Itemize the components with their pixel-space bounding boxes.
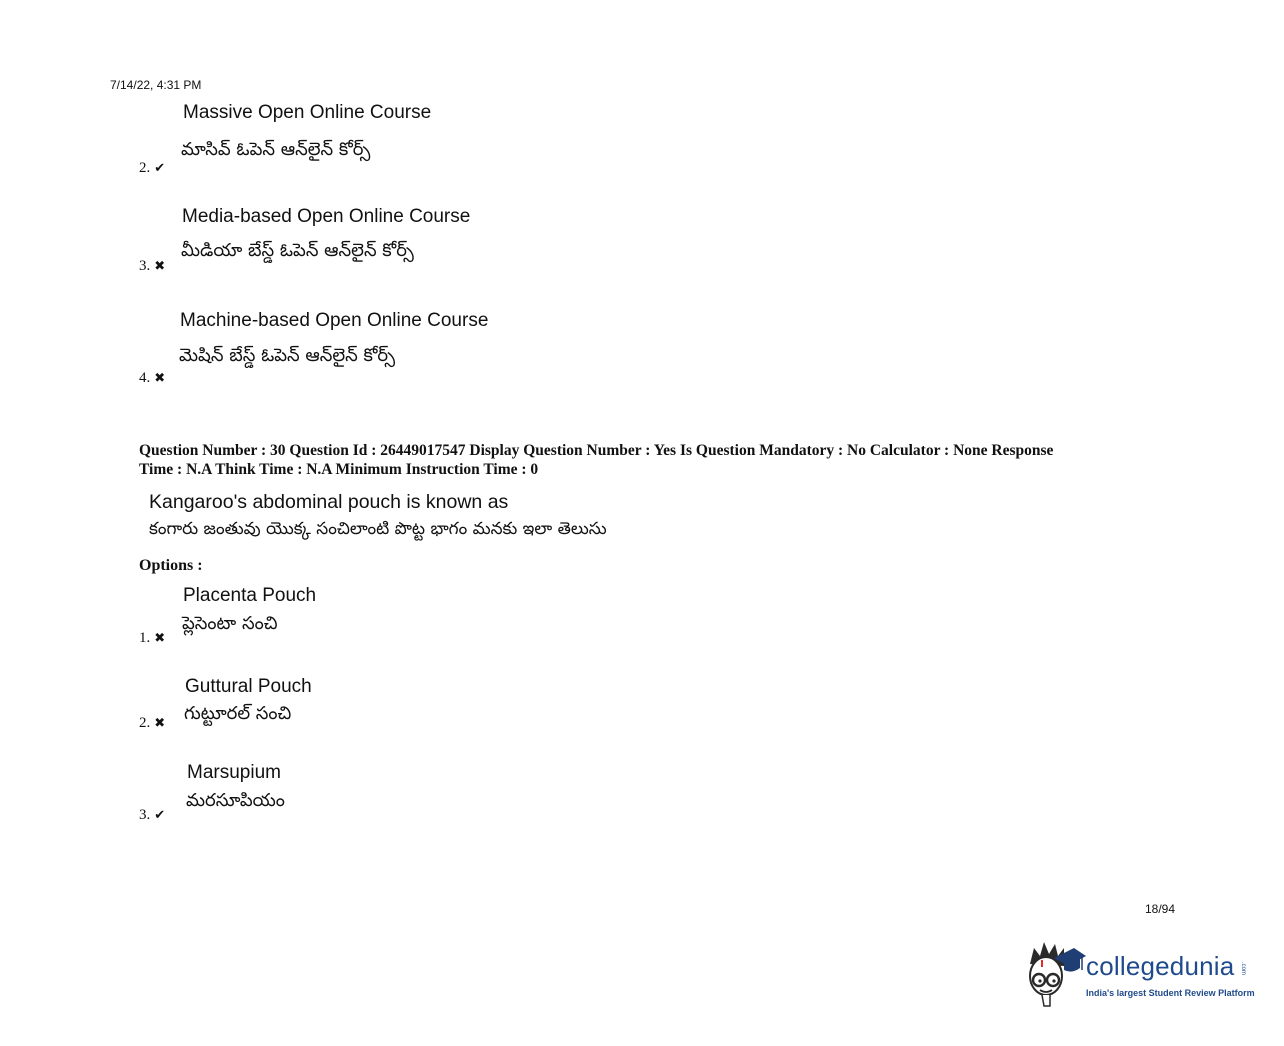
option-number: 2.: [139, 160, 151, 176]
collegedunia-logo-suffix: .com: [1240, 962, 1246, 976]
option-1-telugu: ప్లెసెంటా సంచి: [182, 613, 278, 634]
prev-option-4-english: Machine-based Open Online Course: [180, 310, 489, 331]
collegedunia-logo-text: collegedunia: [1086, 951, 1235, 981]
option-number: 1.: [139, 630, 151, 646]
option-number: 3.: [139, 807, 151, 823]
option-number: 4.: [139, 370, 151, 386]
wrong-cross-icon: ✖: [154, 630, 166, 645]
question-metadata-line1: Question Number : 30 Question Id : 26449017547 Display Question Number : Yes Is Question Mandatory : No Calculator : None Response: [139, 442, 1054, 459]
option-1-marker: [139, 629, 165, 647]
question-metadata-line2: Time : N.A Think Time : N.A Minimum Instruction Time : 0: [139, 461, 539, 478]
option-number: 3.: [139, 258, 151, 274]
page-number: 18/94: [1145, 902, 1176, 916]
prev-option-2-telugu: మాసివ్ ఓపెన్ ఆన్‌లైన్ కోర్స్: [181, 139, 371, 160]
prev-option-3-english: Media-based Open Online Course: [182, 206, 471, 227]
prev-option-2-english: Massive Open Online Course: [183, 102, 432, 123]
wrong-cross-icon: ✖: [154, 258, 166, 273]
prev-option-4-marker: [139, 369, 165, 387]
collegedunia-mascot-icon: [1024, 940, 1086, 1010]
prev-option-2-marker: [139, 159, 165, 177]
question-text-english: Kangaroo's abdominal pouch is known as: [149, 491, 509, 513]
print-timestamp: 7/14/22, 4:31 PM: [110, 78, 202, 92]
collegedunia-tagline: India's largest Student Review Platform: [1086, 988, 1255, 998]
wrong-cross-icon: ✖: [154, 370, 166, 385]
correct-check-icon: ✔: [154, 160, 166, 175]
option-3-marker: [139, 806, 165, 824]
option-3-telugu: మరసూపియం: [186, 790, 285, 811]
option-2-english: Guttural Pouch: [185, 676, 312, 697]
wrong-cross-icon: ✖: [154, 715, 166, 730]
question-metadata: [139, 441, 1149, 479]
prev-option-4-telugu: మెషిన్ బేస్డ్ ఓపెన్ ఆన్‌లైన్ కోర్స్: [179, 345, 396, 366]
option-number: 2.: [139, 715, 151, 731]
option-1-english: Placenta Pouch: [183, 585, 317, 606]
options-label: Options :: [139, 557, 203, 574]
option-3-english: Marsupium: [187, 762, 281, 783]
option-2-marker: [139, 714, 165, 732]
correct-check-icon: ✔: [154, 807, 166, 822]
question-text-telugu: కంగారు జంతువు యొక్క సంచిలాంటి పొట్ట భాగం మనకు ఇలా తెలుసు: [149, 519, 607, 539]
prev-option-3-telugu: మీడియా బేస్డ్ ఓపెన్ ఆన్‌లైన్ కోర్స్: [181, 240, 414, 261]
prev-option-3-marker: [139, 257, 165, 275]
option-2-telugu: గుట్టూరల్ సంచి: [184, 703, 292, 724]
